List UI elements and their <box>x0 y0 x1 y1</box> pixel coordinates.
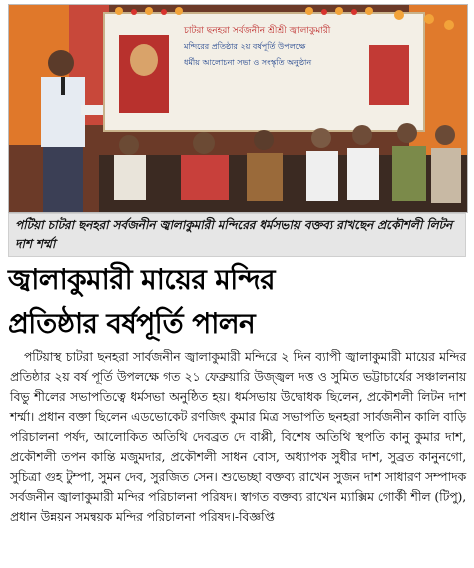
article-paragraph: পটিয়াস্থ চাটরা ছনহরা সার্বজনীন জ্বালাকুমারী মন্দিরে ২ দিন ব্যাপী জ্বালাকুমারী মায়ের মন্দির প্রতিষ্ঠার ২য় বর্ষ পূর্তি উপলক্ষে গত ২১ ফেব্রুয়ারি উজ্জ্বল দত্ত ও সুমিত ভট্টাচার্যের সঞ্চালনায় বিভু শীলের সভাপতিত্বে ধর্মসভা অনুষ্ঠিত হয়। ধর্মসভায় উদ্বোধক ছিলেন, প্রকৌশলী লিটন দাশ শর্ম্মা। প্রধান বক্তা ছিলেন এডভোকেট রণজিৎ কুমার মিত্র সভাপতি ছনহরা সার্বজনীন কালি বাড়ি পরিচালনা পর্ষদ, আলোকিত অতিথি দেবব্রত দে বাপ্পী, বিশেষ অতিথি স্থপতি কানু কুমার দাশ, প্রকৌশলী তপন কান্তি মজুমদার, প্রকৌশলী সাধন বোস, অধ্যাপক সুধীর দাশ, সুব্রত কানুনগো, সুচিত্রা গুহ টুম্পা, সুমন দেব, সুরজিত সেন। শুভেচ্ছা বক্তব্য রাখেন সুজন দাশ সাধারণ সম্পাদক সর্বজনীন জ্বালাকুমারী মন্দির পরিচালনা পরিষদ। স্বাগত বক্তব্য রাখেন ম্যাক্সিম গোর্কী শীল (টিপু), প্রধান উন্নয়ন সমন্বয়ক মন্দির পরিচালনা পরিষদ।-বিজ্ঞপ্তি <box>10 349 466 524</box>
event-photo <box>8 4 468 213</box>
headline-line-2: প্রতিষ্ঠার বর্ষপূর্তি পালন <box>8 307 256 340</box>
banner-text-line: চাটরা ছনহরা সর্বজনীন শ্রীশ্রী জ্বালাকুমারী <box>184 26 331 36</box>
article-body <box>10 347 466 527</box>
svg-text:মন্দিরের প্রতিষ্ঠার ২য় বর্ষপূ: মন্দিরের প্রতিষ্ঠার ২য় বর্ষপূর্তি উপলক্ষে <box>184 42 306 51</box>
svg-text:ধর্মীয় আলোচনা সভা ও সংস্কৃতি: ধর্মীয় আলোচনা সভা ও সংস্কৃতি অনুষ্ঠান <box>184 58 312 67</box>
headline-line-1: জ্বালাকুমারী মায়ের মন্দির <box>8 263 275 296</box>
photo-caption: পটিয়া চাটরা ছনহরা সর্বজনীন জ্বালাকুমারী মন্দিরের ধর্মসভায় বক্তব্য রাখছেন প্রকৌশলী লিটন দাশ শর্ম্মা <box>8 213 466 257</box>
headline <box>8 258 466 346</box>
